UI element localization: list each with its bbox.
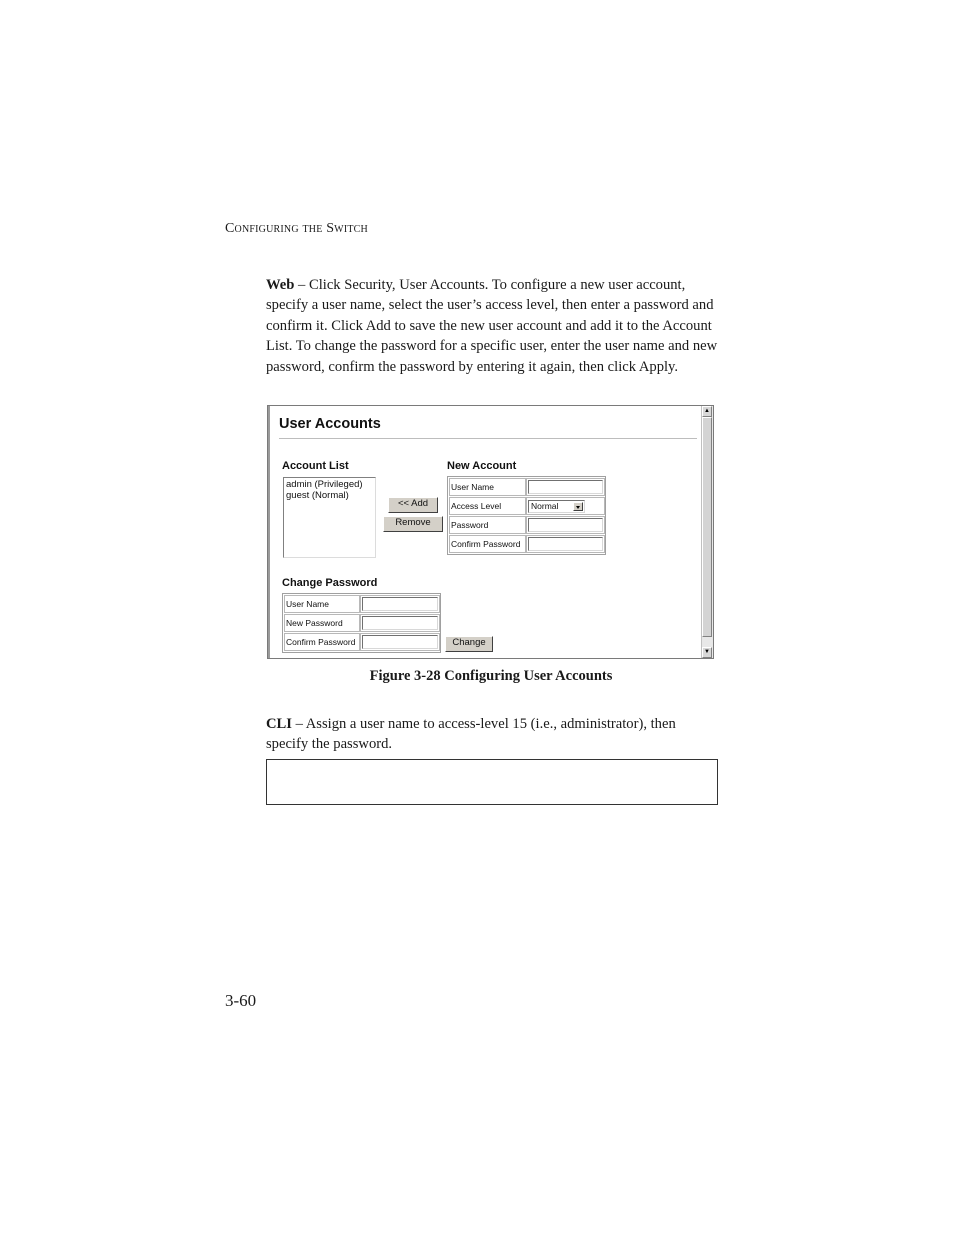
access-level-value: Normal <box>531 501 559 511</box>
cli-lead: CLI <box>266 716 292 732</box>
change-confirm-password-label: Confirm Password <box>284 633 360 651</box>
account-list-item[interactable]: guest (Normal) <box>286 490 349 501</box>
change-confirm-password-cell <box>360 633 440 651</box>
cli-code-box <box>266 759 718 805</box>
web-instructions <box>266 275 718 377</box>
account-list-item[interactable]: admin (Privileged) <box>286 479 363 490</box>
change-new-password-input[interactable] <box>362 616 438 630</box>
page-number: 3-60 <box>225 991 257 1010</box>
new-user-name-cell <box>526 478 605 496</box>
change-user-name-input[interactable] <box>362 597 438 611</box>
new-account-password-label: Password <box>449 516 526 534</box>
change-confirm-password-input[interactable] <box>362 635 438 649</box>
remove-button[interactable]: Remove <box>383 516 443 532</box>
running-head: Configuring the Switch <box>225 221 368 236</box>
new-account-password-input[interactable] <box>528 518 603 532</box>
cli-instructions <box>266 714 718 755</box>
new-user-name-label: User Name <box>449 478 526 496</box>
vertical-scrollbar[interactable] <box>701 406 713 658</box>
web-text: – Click Security, User Accounts. To configure a new user account, specify a user name, select the user’s access level, then enter a password and confirm it. Click Add to save the new user account and add it to the Account List. To change the password for a specific user, enter the user name and new password, confirm the password by entering it again, then click Apply. <box>266 277 718 375</box>
cli-text: – Assign a user name to access-level 15 (i.e., administrator), then specify the password. <box>266 716 676 753</box>
account-list-label: Account List <box>282 460 349 472</box>
new-user-name-input[interactable] <box>528 480 603 494</box>
new-account-password-cell <box>526 516 605 534</box>
change-user-name-cell <box>360 595 440 613</box>
change-user-name-label: User Name <box>284 595 360 613</box>
account-list-box[interactable] <box>283 477 376 558</box>
add-button[interactable]: << Add <box>388 497 438 513</box>
change-new-password-cell <box>360 614 440 632</box>
scroll-down-icon[interactable]: ▼ <box>702 647 712 658</box>
window-frame-edge <box>268 406 270 658</box>
new-account-confirm-password-input[interactable] <box>528 537 603 551</box>
user-accounts-screenshot <box>267 405 714 659</box>
figure-caption-wrap <box>0 668 954 685</box>
page-title: User Accounts <box>279 416 381 432</box>
web-lead: Web <box>266 277 295 293</box>
change-button[interactable]: Change <box>445 636 493 652</box>
access-level-cell <box>526 497 605 515</box>
scroll-up-icon[interactable]: ▲ <box>702 406 712 417</box>
chevron-down-icon[interactable] <box>573 502 583 511</box>
title-divider <box>279 438 697 439</box>
new-account-label: New Account <box>447 460 517 472</box>
new-account-form <box>447 476 606 555</box>
change-new-password-label: New Password <box>284 614 360 632</box>
change-password-form <box>282 593 441 653</box>
new-account-confirm-password-cell <box>526 535 605 553</box>
access-level-label: Access Level <box>449 497 526 515</box>
new-account-confirm-password-label: Confirm Password <box>449 535 526 553</box>
access-level-select[interactable] <box>528 500 585 513</box>
scroll-thumb[interactable] <box>702 417 712 637</box>
change-password-label: Change Password <box>282 577 378 589</box>
figure-caption: Figure 3-28 Configuring User Accounts <box>369 668 613 684</box>
